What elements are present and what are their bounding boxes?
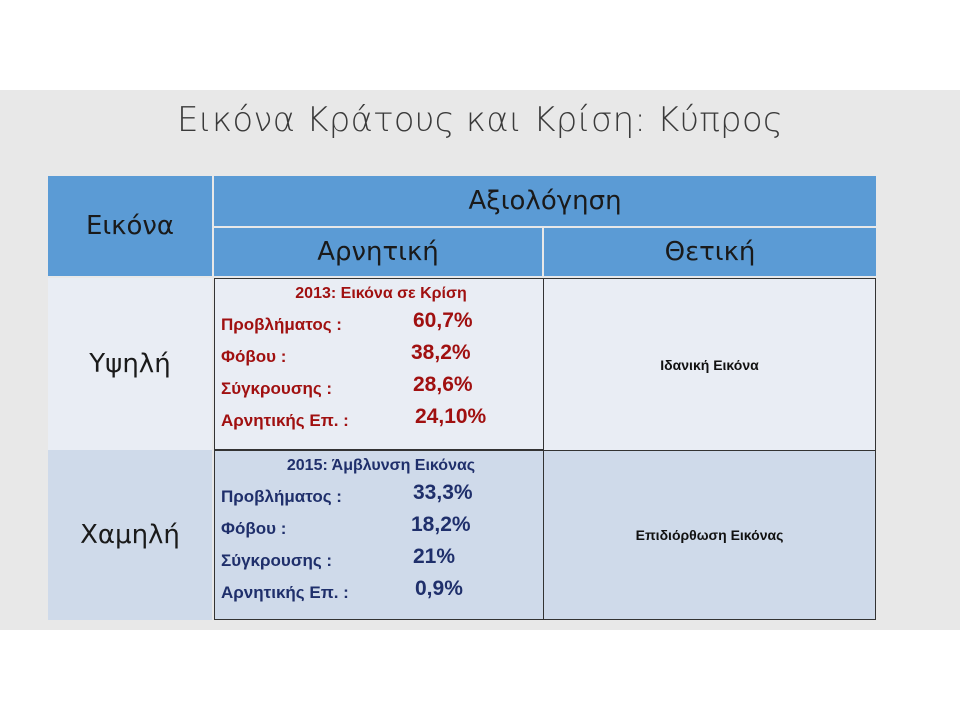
stat-value: 21% [413,545,456,568]
stat-label: Σύγκρουσης : [221,379,333,398]
stat-label: Φόβου : [221,519,287,538]
stat-label: Σύγκρουσης : [221,551,333,570]
stat-value: 38,2% [411,341,471,364]
corner-header: Εικόνα [48,176,212,276]
stat-row [219,373,543,405]
stat-row [219,309,543,341]
stat-value: 28,6% [413,373,473,396]
stat-value: 60,7% [413,309,473,332]
group-header: Αξιολόγηση [214,176,876,226]
stat-row [219,405,543,437]
stat-row [219,577,543,609]
positive-cell-repair: Επιδιόρθωση Εικόνας [544,450,876,620]
stat-value: 24,10% [415,405,487,428]
row-label-low: Χαμηλή [48,450,212,620]
negative-cell-2015 [214,450,544,620]
negative-heading-2015: 2015: Άμβλυνση Εικόνας [286,457,476,474]
col-header-positive: Θετική [544,228,876,276]
stat-row [219,481,543,513]
stat-row [219,545,543,577]
row-label-high: Υψηλή [48,278,212,450]
negative-cell-2013 [214,278,544,450]
negative-heading-2013: 2013: Εικόνα σε Κρίση [295,285,467,302]
stat-label: Προβλήματος : [221,487,342,506]
col-header-negative: Αρνητική [214,228,542,276]
stat-value: 33,3% [413,481,473,504]
stat-label: Φόβου : [221,347,287,366]
stat-label: Προβλήματος : [221,315,342,334]
stat-label: Αρνητικής Επ. : [221,583,349,602]
stat-label: Αρνητικής Επ. : [221,411,349,430]
stat-value: 18,2% [411,513,471,536]
slide-title: Εικόνα Κράτους και Κρίση: Κύπρος [177,100,783,140]
stat-row [219,513,543,545]
stat-row [219,341,543,373]
stat-value: 0,9% [415,577,463,600]
positive-cell-ideal: Ιδανική Εικόνα [544,278,876,450]
image-evaluation-table [48,176,876,622]
